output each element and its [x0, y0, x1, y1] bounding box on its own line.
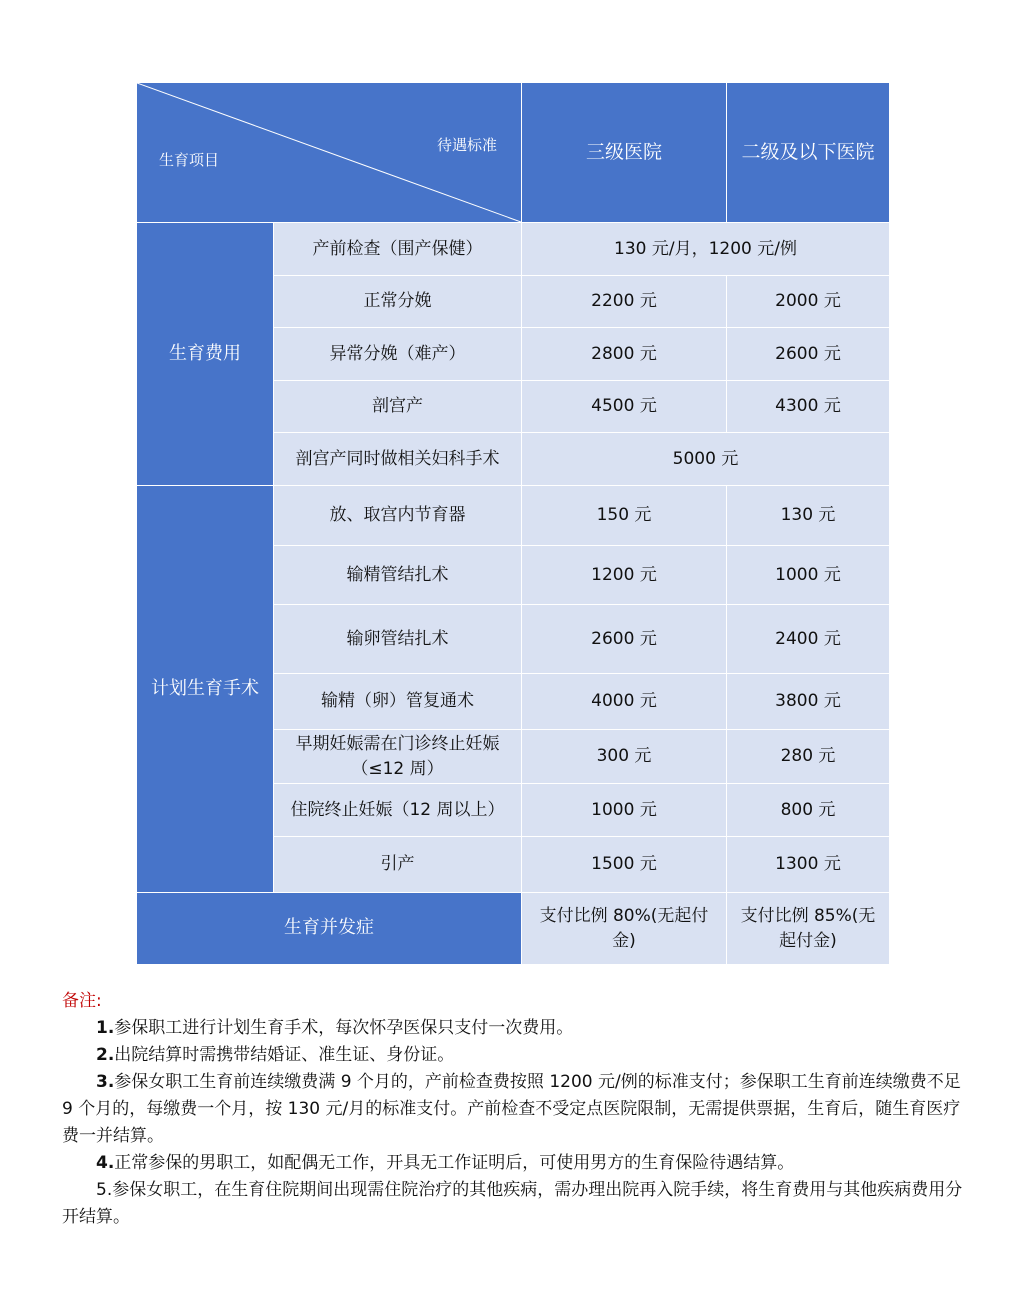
note-item [62, 1150, 967, 1177]
row-value-tier3: 150 元 [522, 486, 727, 546]
row-value-tier3: 支付比例 80%(无起付金) [522, 893, 727, 965]
note-text: 正常参保的男职工，如配偶无工作，开具无工作证明后，可使用男方的生育保险待遇结算。 [114, 1153, 795, 1173]
row-value-tier2: 280 元 [727, 730, 890, 784]
benefits-table [136, 82, 890, 965]
header-benefit-standard: 待遇标准 [436, 136, 497, 154]
row-item: 剖宫产 [274, 381, 522, 433]
header-row [137, 83, 890, 223]
note-number: 1. [96, 1018, 115, 1038]
row-value-tier2: 4300 元 [727, 381, 890, 433]
note-number: 5. [96, 1180, 113, 1200]
table-row [137, 486, 890, 546]
row-item: 异常分娩（难产） [274, 328, 522, 381]
note-number: 4. [96, 1153, 115, 1173]
row-value-tier2: 130 元 [727, 486, 890, 546]
row-item: 住院终止妊娠（12 周以上） [274, 784, 522, 837]
row-value-tier2: 800 元 [727, 784, 890, 837]
note-item [62, 1015, 967, 1042]
header-tier2-hospital: 二级及以下医院 [727, 83, 890, 223]
header-tier3-hospital: 三级医院 [522, 83, 727, 223]
notes-title: 备注: [62, 991, 102, 1011]
row-value-tier3: 1200 元 [522, 546, 727, 605]
row-merged-value: 130 元/月，1200 元/例 [522, 223, 890, 276]
row-value-tier3: 4500 元 [522, 381, 727, 433]
row-value-tier3: 1000 元 [522, 784, 727, 837]
row-item: 早期妊娠需在门诊终止妊娠（≤12 周） [274, 730, 522, 784]
row-item: 引产 [274, 837, 522, 893]
category-family-planning-surgery: 计划生育手术 [137, 486, 274, 893]
row-value-tier3: 2800 元 [522, 328, 727, 381]
row-value-tier2: 支付比例 85%(无起付金) [727, 893, 890, 965]
header-item: 生育项目 [159, 151, 220, 169]
row-item: 输精管结扎术 [274, 546, 522, 605]
diagonal-header-cell [137, 83, 522, 223]
notes-section [62, 988, 967, 1231]
row-value-tier2: 2600 元 [727, 328, 890, 381]
row-value-tier3: 2600 元 [522, 605, 727, 674]
row-value-tier3: 4000 元 [522, 674, 727, 730]
row-value-tier2: 3800 元 [727, 674, 890, 730]
note-item [62, 1069, 967, 1150]
table-row [137, 223, 890, 276]
note-text: 参保女职工，在生育住院期间出现需住院治疗的其他疾病，需办理出院再入院手续，将生育费用与其他疾病费用分开结算。 [62, 1180, 963, 1227]
row-item: 输精（卵）管复通术 [274, 674, 522, 730]
note-text: 出院结算时需携带结婚证、准生证、身份证。 [114, 1045, 455, 1065]
note-number: 3. [96, 1072, 115, 1092]
note-number: 2. [96, 1045, 115, 1065]
row-merged-value: 5000 元 [522, 433, 890, 486]
category-childbirth-costs: 生育费用 [137, 223, 274, 486]
row-item: 放、取宫内节育器 [274, 486, 522, 546]
table-row [137, 893, 890, 965]
row-value-tier2: 1000 元 [727, 546, 890, 605]
row-value-tier3: 2200 元 [522, 276, 727, 328]
note-item [62, 1042, 967, 1069]
row-value-tier2: 2000 元 [727, 276, 890, 328]
note-text: 参保女职工生育前连续缴费满 9 个月的，产前检查费按照 1200 元/例的标准支付；参保职工生育前连续缴费不足 9 个月的，每缴费一个月，按 130 元/月的标准支付。产前检查不受定点医院限制，无需提供票据，生育后，随生育医疗费一并结算。 [62, 1072, 961, 1146]
row-value-tier2: 1300 元 [727, 837, 890, 893]
row-item: 输卵管结扎术 [274, 605, 522, 674]
row-item: 剖宫产同时做相关妇科手术 [274, 433, 522, 486]
note-item [62, 1177, 967, 1231]
category-complications: 生育并发症 [137, 893, 522, 965]
row-item: 产前检查（围产保健） [274, 223, 522, 276]
row-value-tier3: 1500 元 [522, 837, 727, 893]
note-text: 参保职工进行计划生育手术，每次怀孕医保只支付一次费用。 [114, 1018, 574, 1038]
row-value-tier3: 300 元 [522, 730, 727, 784]
row-item: 正常分娩 [274, 276, 522, 328]
row-value-tier2: 2400 元 [727, 605, 890, 674]
